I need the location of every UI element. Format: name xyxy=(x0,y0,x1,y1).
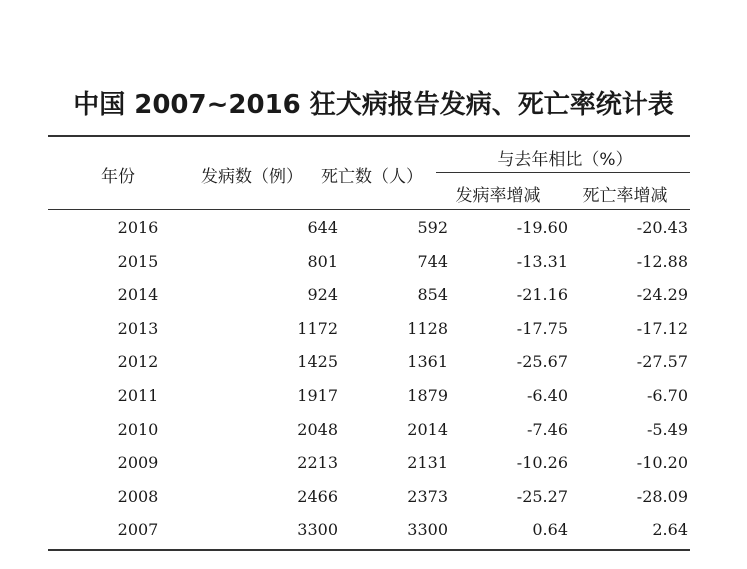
cell-year: 2008 xyxy=(117,486,159,506)
table-top-rule xyxy=(48,135,690,137)
cell-mortality-change: -12.88 xyxy=(636,251,688,271)
cell-deaths: 744 xyxy=(417,251,448,271)
cell-incidence-change: -13.31 xyxy=(516,251,568,271)
cell-incidence-change: -17.75 xyxy=(516,318,568,338)
cell-incidence-change: -21.16 xyxy=(516,285,568,305)
table-row xyxy=(48,278,690,311)
cell-mortality-change: -17.12 xyxy=(636,318,688,338)
cell-deaths: 2373 xyxy=(407,486,448,506)
header-year: 年份 xyxy=(101,167,135,187)
cell-incidence-change: -6.40 xyxy=(526,386,568,405)
table-row xyxy=(48,312,690,345)
cell-incidence-change: -10.26 xyxy=(516,453,568,473)
cell-deaths: 592 xyxy=(417,218,448,237)
cell-mortality-change: -5.49 xyxy=(646,419,688,439)
cell-cases: 1425 xyxy=(297,352,338,372)
cell-year: 2014 xyxy=(117,285,159,305)
cell-year: 2013 xyxy=(117,318,159,338)
cell-mortality-change: -6.70 xyxy=(646,386,688,405)
cell-year: 2015 xyxy=(117,251,159,271)
table-row xyxy=(48,513,690,546)
table-row xyxy=(48,413,690,446)
cell-cases: 644 xyxy=(307,218,338,237)
cell-year: 2012 xyxy=(117,352,159,372)
header-compare-group: 与去年相比（%） xyxy=(497,150,633,170)
cell-deaths: 854 xyxy=(417,285,448,305)
cell-deaths: 1128 xyxy=(407,318,448,338)
cell-deaths: 3300 xyxy=(407,520,448,540)
cell-cases: 2048 xyxy=(297,419,338,439)
cell-mortality-change: -20.43 xyxy=(636,218,688,237)
cell-deaths: 1879 xyxy=(407,386,448,405)
table-row xyxy=(48,345,690,378)
header-bottom-rule xyxy=(48,209,690,210)
cell-incidence-change: 0.64 xyxy=(532,520,568,540)
cell-year: 2016 xyxy=(117,218,159,237)
cell-incidence-change: -25.67 xyxy=(516,352,568,372)
table-row xyxy=(48,446,690,479)
cell-mortality-change: -10.20 xyxy=(636,453,688,473)
header-mortality-change: 死亡率增减 xyxy=(582,186,668,206)
cell-cases: 2213 xyxy=(297,453,338,473)
table-bottom-rule xyxy=(48,549,690,551)
table-row xyxy=(48,480,690,513)
table-row xyxy=(48,245,690,278)
table-row xyxy=(48,379,690,412)
header-incidence-change: 发病率增减 xyxy=(455,186,541,206)
cell-mortality-change: 2.64 xyxy=(652,520,688,540)
cell-year: 2010 xyxy=(117,419,159,439)
cell-incidence-change: -25.27 xyxy=(516,486,568,506)
cell-cases: 1917 xyxy=(297,386,338,405)
cell-cases: 801 xyxy=(307,251,338,271)
cell-cases: 3300 xyxy=(297,520,338,540)
cell-year: 2009 xyxy=(117,453,159,473)
cell-mortality-change: -28.09 xyxy=(636,486,688,506)
table-row xyxy=(48,211,690,244)
cell-year: 2007 xyxy=(117,520,159,540)
cell-cases: 1172 xyxy=(297,318,338,338)
cell-mortality-change: -24.29 xyxy=(636,285,688,305)
cell-incidence-change: -7.46 xyxy=(526,419,568,439)
cell-cases: 2466 xyxy=(297,486,338,506)
cell-incidence-change: -19.60 xyxy=(516,218,568,237)
cell-deaths: 1361 xyxy=(407,352,448,372)
cell-deaths: 2014 xyxy=(407,419,448,439)
cell-year: 2011 xyxy=(117,386,159,405)
table-title: 中国 2007~2016 狂犬病报告发病、死亡率统计表 xyxy=(73,90,674,120)
cell-cases: 924 xyxy=(307,285,338,305)
header-deaths: 死亡数（人） xyxy=(321,167,423,187)
header-sub-rule xyxy=(436,172,690,173)
cell-deaths: 2131 xyxy=(407,453,448,473)
header-cases: 发病数（例） xyxy=(201,167,303,187)
cell-mortality-change: -27.57 xyxy=(636,352,688,372)
